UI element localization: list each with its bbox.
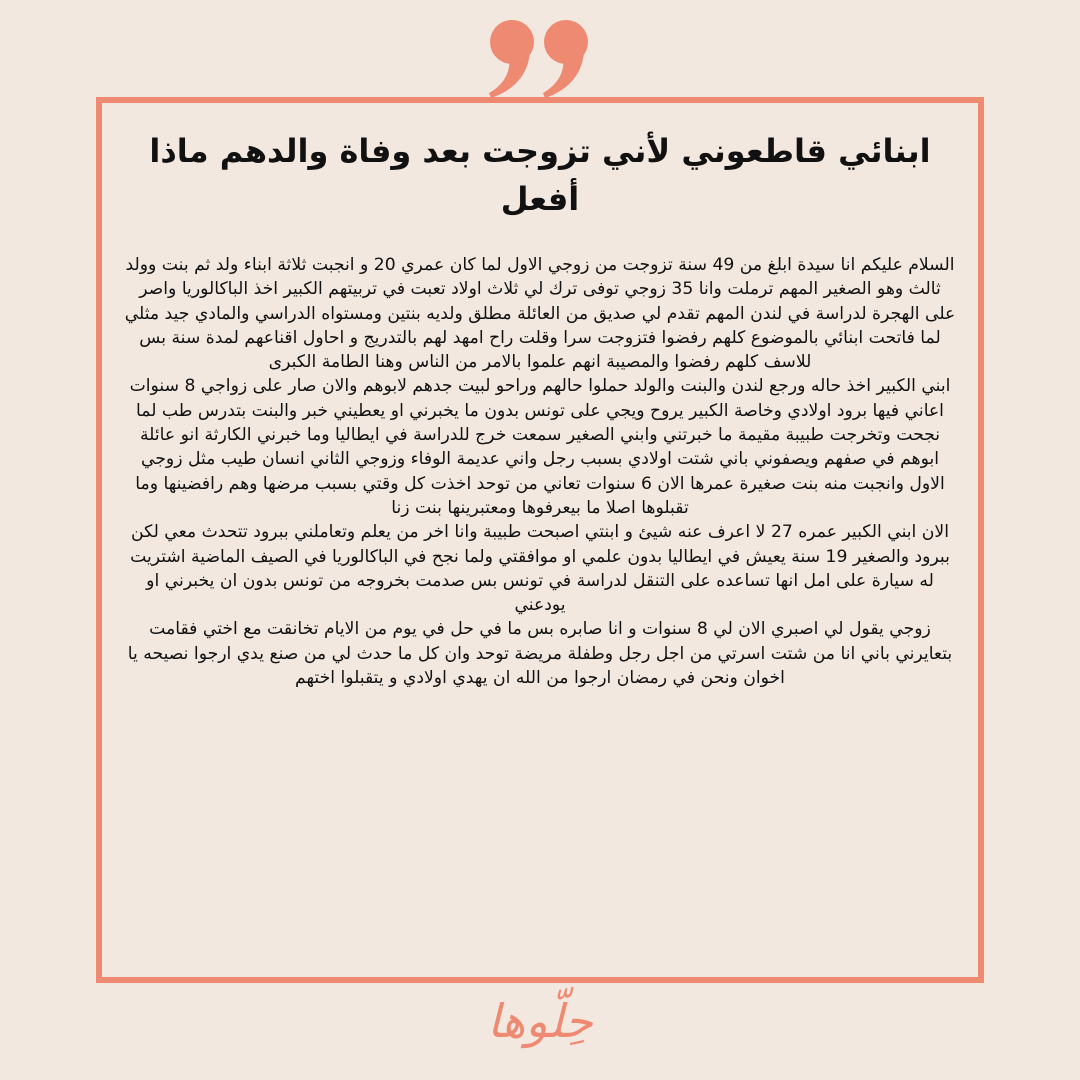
- article-title: ابنائي قاطعوني لأني تزوجت بعد وفاة والدهم ماذا أفعل: [149, 132, 931, 218]
- article-paragraph: السلام عليكم انا سيدة ابلغ من 49 سنة تزوجت من زوجي الاول لما كان عمري 20 و انجبت ثلاثة ابناء ولد ثم بنت وولد ثالث وهو الصغير المهم ترملت وانا 35 زوجي توفى ترك لي ثلاث اولاد تعبت في تربيتهم الكبير اخذ الباكالوريا واصر على الهجرة لدراسة في لندن المهم تقدم لي صديق من العائلة مطلق ولديه بنتين ومستواه الدراسي والمادي جيد مثلي لما فاتحت ابنائي بالموضوع كلهم رفضوا فتزوجت سرا وقلت راح امهد لهم بالتدريج و احاول اقناعهم لمدة سنة بس للاسف كلهم رفضوا والمصيبة انهم علموا بالامر من الناس وهنا الطامة الكبرى: [124, 255, 956, 373]
- article-paragraph: ابني الكبير اخذ حاله ورجع لندن والبنت والولد حملوا حالهم وراحو لبيت جدهم لابوهم والان صار على زواجي 8 سنوات اعاني فيها برود اولادي وخاصة الكبير يروح ويجي على تونس بدون ما يخبرني او يعطيني خبر والبنت بتدرس طب لما نجحت وتخرجت طبيبة مقيمة ما خبرتني وابني الصغير سمعت خرج للدراسة في ايطاليا وما خبرني الكارثة انو عائلة ابوهم في صفهم ويصفوني باني شتت اولادي بسبب رجل واني عديمة الوفاء وزوجي الثاني انسان طيب مثل زوجي الاول وانجبت منه بنت صغيرة عمرها الان 6 سنوات تعاني من توحد اخذت كل وقتي بسبب مرضها وهم رافضينها وما تقبلوها اصلا ما بيعرفوها ومعتبرينها بنت زنا: [129, 376, 951, 518]
- article-paragraph: الان ابني الكبير عمره 27 لا اعرف عنه شيئ و ابنتي اصبحت طبيبة وانا اخر من يعلم وتعاملني ببرود تتحدث معي لكن ببرود والصغير 19 سنة يعيش في ايطاليا بدون علمي او موافقتي ولما نجح في الباكالوريا في الصيف الماضية اشتريت له سيارة على امل انها تساعده على التنقل لدراسة في تونس بس صدمت بخروجه من تونس بدون ان يخبرني او يودعني: [130, 522, 950, 616]
- closing-quote-icon: [485, 18, 595, 100]
- article-body: [124, 253, 956, 690]
- article-card: [96, 97, 984, 983]
- brand-logo: حِلّوها: [487, 994, 593, 1048]
- article-paragraph: زوجي يقول لي اصبري الان لي 8 سنوات و انا صابره بس ما في حل في يوم من الايام تخانقت مع اختي فقامت بتعايرني باني انا من شتت اسرتي من اجل رجل وطفلة مريضة توحد وان كل ما حدث لي من صنع يدي ارجوا نصيحه يا اخوان ونحن في رمضان ارجوا من الله ان يهدي اولادي و يتقبلوا اختهم: [127, 619, 953, 689]
